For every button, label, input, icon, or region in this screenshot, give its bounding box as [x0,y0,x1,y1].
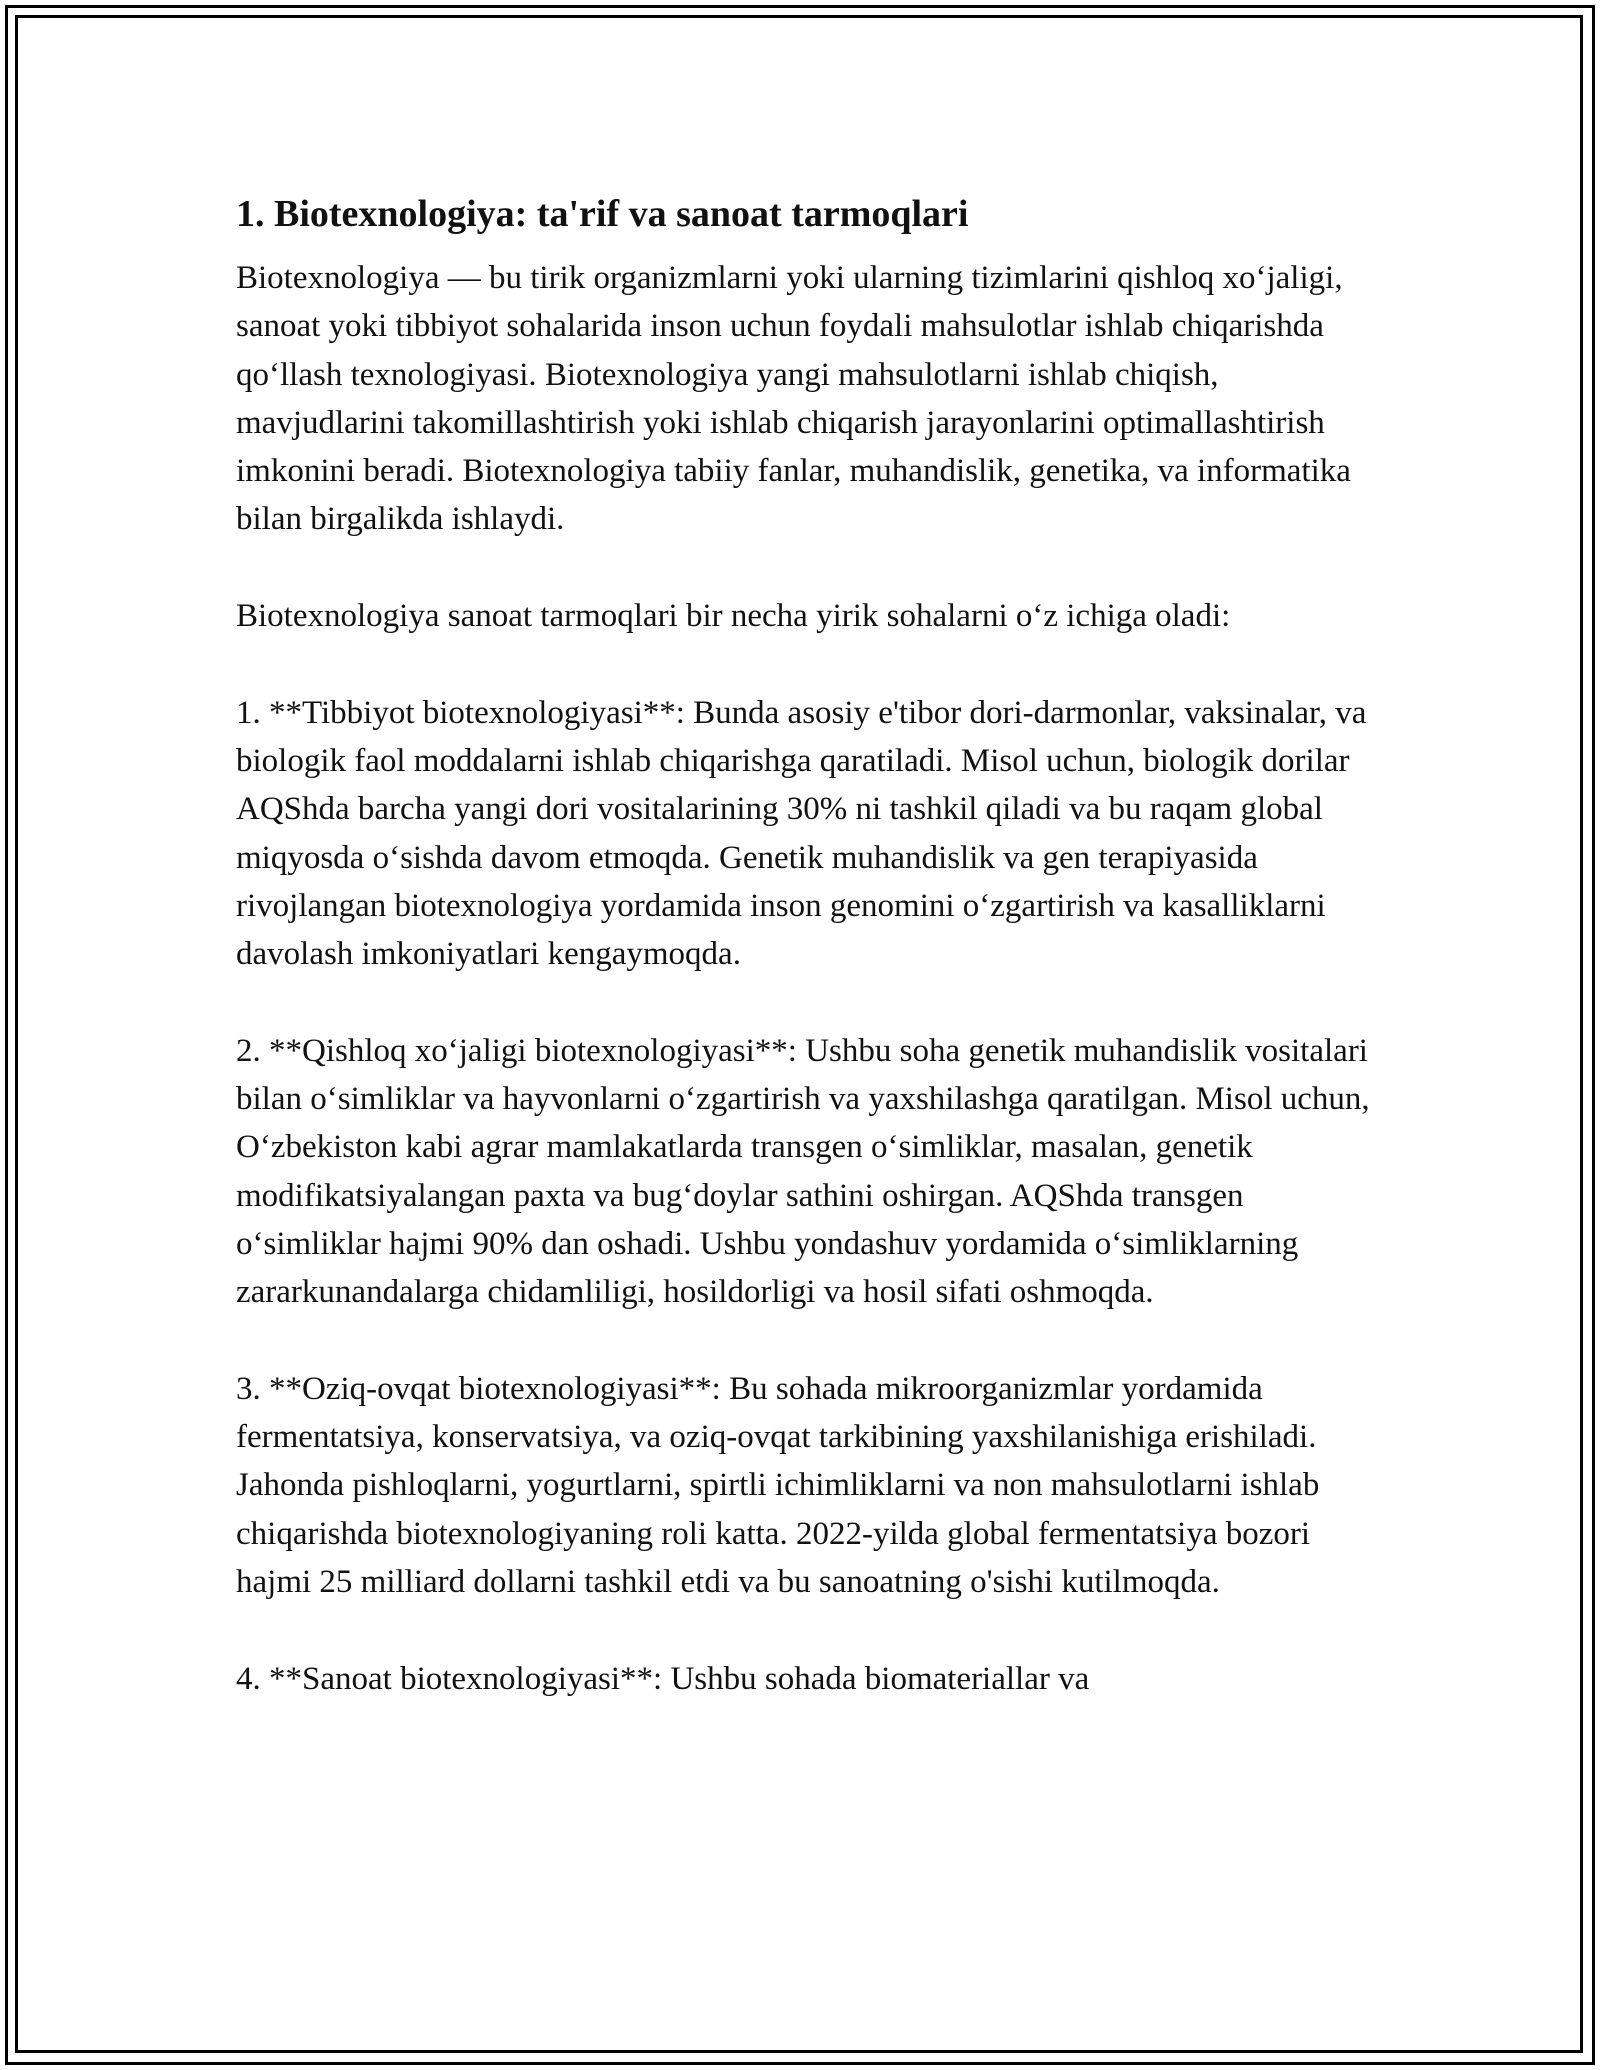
section-heading: 1. Biotexnologiya: ta'rif va sanoat tarmoqlari [236,193,969,235]
agricultural-biotech-paragraph: 2. **Qishloq xo‘jaligi biotexnologiyasi**: Ushbu soha genetik muhandislik vositalari bilan o‘simliklar va hayvonlarni o‘zgartirish va yaxshilashga qaratilgan. Misol uchun, O‘zbekiston kabi agrar mamlakatlarda transgen o‘simliklar, masalan, genetik modifikatsiyalangan paxta va bug‘doylar sathini oshirgan. AQShda transgen o‘simliklar hajmi 90% dan oshadi. Ushbu yondashuv yordamida o‘simliklarning zararkunandalarga chidamliligi, hosildorligi va hosil sifati oshmoqda. [236,1032,1370,1311]
industrial-biotech-paragraph: 4. **Sanoat biotexnologiyasi**: Ushbu sohada biomateriallar va [236,1660,1090,1697]
industries-intro-paragraph: Biotexnologiya sanoat tarmoqlari bir necha yirik sohalarni o‘z ichiga oladi: [236,598,1231,635]
definition-paragraph: Biotexnologiya — bu tirik organizmlarni yoki ularning tizimlarini qishloq xo‘jaligi, sanoat yoki tibbiyot sohalarida inson uchun foydali mahsulotlar ishlab chiqarishda qo‘llash texnologiyasi. Biotexnologiya yangi mahsulotlarni ishlab chiqish, mavjudlarini takomillashtirish yoki ishlab chiqarish jarayonlarini optimallashtirish imkonini beradi. Biotexnologiya tabiiy fanlar, muhandislik, genetika, va informatika bilan birgalikda ishlaydi. [236,260,1351,538]
medical-biotech-paragraph: 1. **Tibbiyot biotexnologiyasi**: Bunda asosiy e'tibor dori-darmonlar, vaksinalar, va biologik faol moddalarni ishlab chiqarishga qaratiladi. Misol uchun, biologik dorilar AQShda barcha yangi dori vositalarining 30% ni tashkil qiladi va bu raqam global miqyosda o‘sishda davom etmoqda. Genetik muhandislik va gen terapiyasida rivojlangan biotexnologiya yordamida inson genomini o‘zgartirish va kasalliklarni davolash imkoniyatlari kengaymoqda. [236,694,1367,973]
document-body [236,190,1376,1751]
food-biotech-paragraph: 3. **Oziq-ovqat biotexnologiyasi**: Bu sohada mikroorganizmlar yordamida fermentatsiya, konservatsiya, va oziq-ovqat tarkibining yaxshilanishiga erishiladi. Jahonda pishloqlarni, yogurtlarni, spirtli ichimliklarni va non mahsulotlarni ishlab chiqarishda biotexnologiyaning roli katta. 2022-yilda global fermentatsiya bozori hajmi 25 milliard dollarni tashkil etdi va bu sanoatning o'sishi kutilmoqda. [236,1370,1320,1601]
